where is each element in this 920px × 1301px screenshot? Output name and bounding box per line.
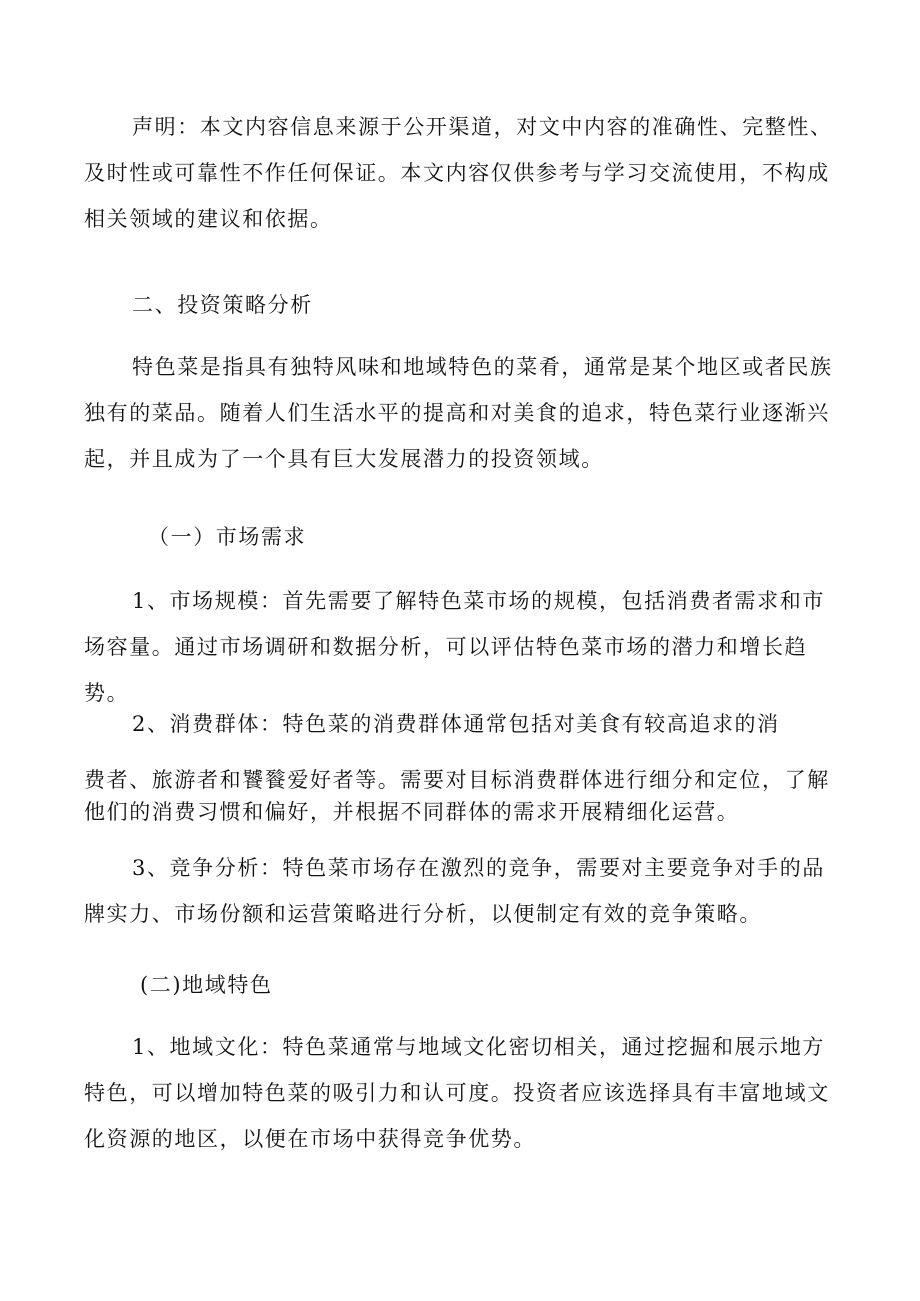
subsection-title-regional-features: (二)地域特色: [140, 973, 273, 997]
regional-culture-paragraph: 1、地域文化：特色菜通常与地域文化密切相关，通过挖掘和展示地方特色，可以增加特色菜的吸引力和认可度。投资者应该选择具有丰富地域文化资源的地区，以便在市场中获得竞争优势。: [84, 1035, 830, 1151]
intro-paragraph: 特色菜是指具有独特风味和地域特色的菜肴，通常是某个地区或者民族独有的菜品。随着人们生活水平的提高和对美食的追求，特色菜行业逐渐兴起，并且成为了一个具有巨大发展潜力的投资领域。: [84, 355, 833, 471]
market-scale-paragraph: 1、市场规模：首先需要了解特色菜市场的规模，包括消费者需求和市场容量。通过市场调研和数据分析，可以评估特色菜市场的潜力和增长趋势。: [84, 589, 825, 705]
subsection-title-market-demand: （一）市场需求: [148, 525, 307, 549]
competition-paragraph: 3、竞争分析：特色菜市场存在激烈的竞争，需要对主要竞争对手的品牌实力、市场份额和运营策略进行分析，以便制定有效的竞争策略。: [84, 856, 825, 926]
consumer-group-paragraph: 费者、旅游者和饕餮爱好者等。需要对目标消费群体进行细分和定位，了解他们的消费习惯和偏好，并根据不同群体的需求开展精细化运营。: [84, 768, 830, 824]
disclaimer-paragraph: 声明：本文内容信息来源于公开渠道，对文中内容的准确性、完整性、及时性或可靠性不作任何保证。本文内容仅供参考与学习交流使用，不构成相关领域的建议和依据。: [84, 115, 833, 231]
section-title: 二、投资策略分析: [132, 293, 313, 317]
consumer-group-first-line: 2、消费群体：特色菜的消费群体通常包括对美食有较高追求的消: [132, 712, 780, 736]
